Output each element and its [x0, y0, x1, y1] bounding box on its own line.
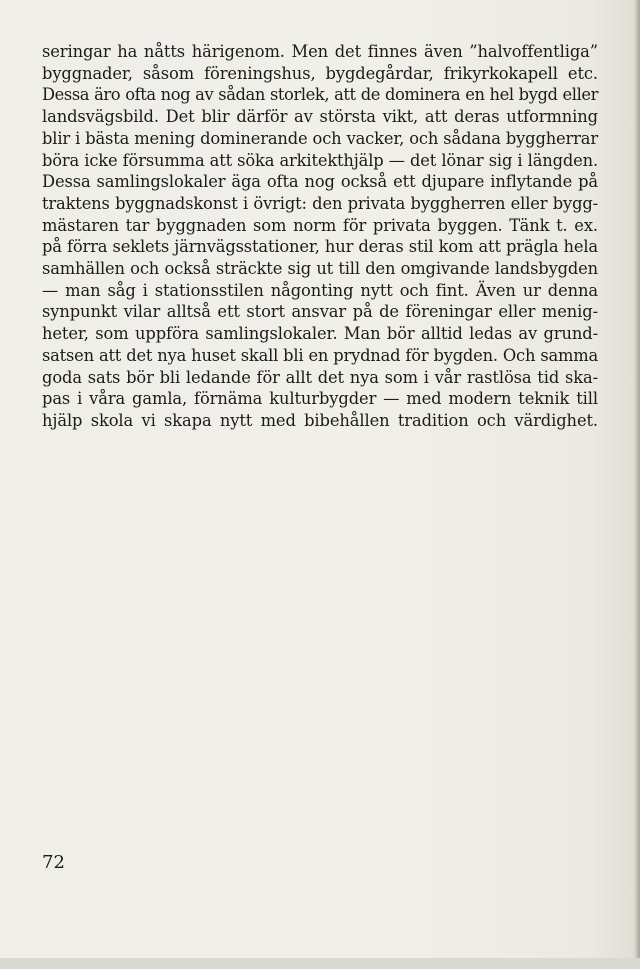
text-line: goda sats bör bli ledande för allt det nya som i vår rastlösa tid ska-	[42, 367, 598, 387]
text-line: synpunkt vilar alltså ett stort ansvar på de föreningar eller menig-	[42, 302, 598, 322]
text-line: byggnader, såsom föreningshus, bygdegårdar, frikyrkokapell etc.	[42, 63, 598, 83]
text-line: satsen att det nya huset skall bli en prydnad för bygden. Och samma	[42, 345, 598, 365]
text-line: böra icke försumma att söka arkitekthjälp — det lönar sig i längden.	[42, 150, 598, 170]
text-line: på förra seklets järnvägsstationer, hur deras stil kom att prägla hela	[42, 237, 598, 257]
text-line: blir i bästa mening dominerande och vacker, och sådana byggherrar	[42, 128, 598, 148]
text-line: Dessa samlingslokaler äga ofta nog också ett djupare inflytande på	[42, 172, 598, 192]
body-paragraph	[42, 41, 598, 432]
text-line: pas i våra gamla, förnäma kulturbygder — med modern teknik till	[42, 389, 598, 409]
text-line: Dessa äro ofta nog av sådan storlek, att de dominera en hel bygd eller	[42, 85, 598, 105]
text-line: traktens byggnadskonst i övrigt: den privata byggherren eller bygg-	[42, 193, 598, 213]
text-line: mästaren tar byggnaden som norm för privata byggen. Tänk t. ex.	[42, 215, 598, 235]
scan-bottom-strip	[0, 958, 640, 969]
page-edge-shadow	[634, 0, 640, 958]
text-line: samhällen och också sträckte sig ut till den omgivande landsbygden	[42, 259, 598, 279]
text-line: landsvägsbild. Det blir därför av största vikt, att deras utformning	[42, 107, 598, 127]
text-line: seringar ha nåtts härigenom. Men det finnes även ”halvoffentliga”	[42, 42, 598, 61]
text-line: heter, som uppföra samlingslokaler. Man bör alltid ledas av grund-	[42, 324, 598, 344]
text-line: — man såg i stationsstilen någonting nytt och fint. Även ur denna	[42, 280, 598, 300]
text-line-last: hjälp skola vi skapa nytt med bibehållen tradition och värdighet.	[42, 410, 598, 430]
page-number: 72	[42, 852, 65, 873]
